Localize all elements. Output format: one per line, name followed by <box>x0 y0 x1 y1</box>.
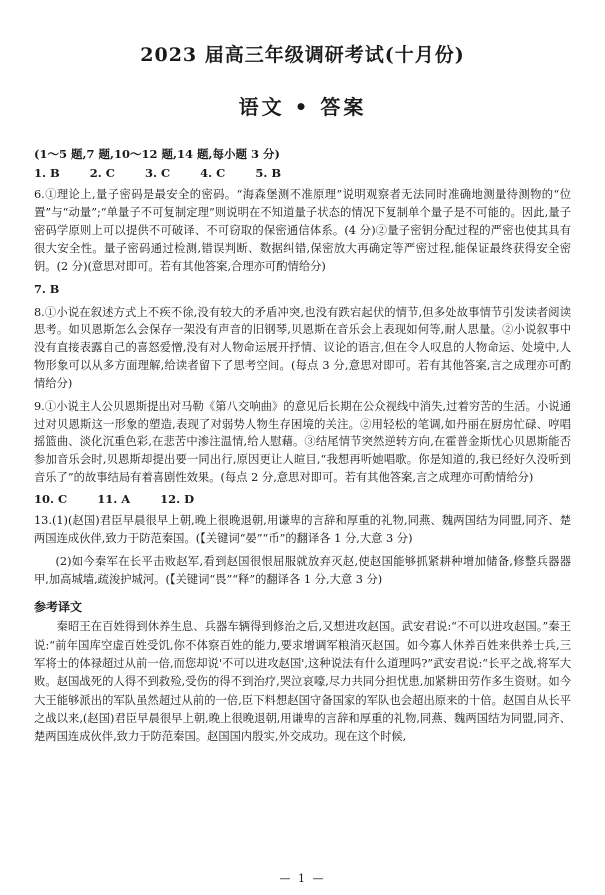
answer-item-10: 10. C <box>34 491 68 506</box>
reference-translation-paragraph: 秦昭王在百姓得到休养生息、兵器车辆得到修治之后,又想进攻赵国。武安君说:“不可以进攻赵国。”秦王说:“前年国库空虚百姓受饥,你不体察百姓的能力,要求增调军粮消灭赵国。如今寡人休养百姓来供养士兵,三军将士的体禄超过从前一倍,而您却说'不可以进攻赵国',这种说法有什么道理吗?”武安君说:“长平之战,将军大败。赵国战死的人得不到救殓,受伤的得不到治疗,哭泣哀嚎,尽力共同分担忧患,加紧耕田劳作多生资财。如今大王能够派出的军队虽然超过从前的一倍,臣下料想赵国守备国家的军队也会超出原来的十倍。赵国自从长平之战以来,(赵国)君臣早晨很早上朝,晚上很晚退朝,用谦卑的言辞和厚重的礼物,同燕、魏两国结为同盟,同齐、楚两国连成伙伴,致力于防范秦国。赵国国内殷实,外交成功。现在这个时候, <box>34 620 571 744</box>
answer-item-3: 3. C <box>144 166 171 181</box>
answer-item-2: 2. C <box>89 166 115 181</box>
answer-item-4: 4. C <box>200 166 226 181</box>
answer-item-12: 12. D <box>160 491 195 506</box>
objective-answers-row-2 <box>34 492 571 506</box>
question-9-answer: 9.①小说主人公贝恩斯提出对马勒《第八交响曲》的意见后长期在公众视线中消失,过着穷苦的生活。小说通过对贝恩斯这一形象的塑造,表现了对弱势人物生存困境的关注。②用轻松的笔调,如丹丽在厨房忙碌、哼唱摇篮曲、淡化沉重色彩,在悲苦中渗注温情,给人慰藉。③结尾情节突然逆转方向,在霍普金斯忧心贝恩斯能否参加音乐会时,贝恩斯却提出要一同出行,原因更让人暄目,“我想再听她唱歌。你是知道的,我已经好久没听到音乐了”的故事结局有着喜剧性效果。(每点 2 分,意思对即可。若有其他答案,言之成理亦可酌情给分) <box>34 399 571 485</box>
page-number: — 1 — <box>279 872 326 885</box>
objective-answers-row-1 <box>34 166 571 180</box>
objective-section-note: (1～5 题,7 题,10～12 题,14 题,每小题 3 分) <box>34 147 280 161</box>
answer-item-11: 11. A <box>97 491 131 506</box>
answer-item-1: 1. B <box>34 166 60 181</box>
question-13-part-1-answer: 13.(1)(赵国)君臣早晨很早上朝,晚上很晚退朝,用谦卑的言辞和厚重的礼物,同燕、魏两国结为同盟,同齐、楚两国连成伙伴,致力于防范秦国。(【关键词“晏”“币”的翻译各 1 分,大意 3 分) <box>34 513 571 545</box>
question-7-answer: 7. B <box>34 282 60 297</box>
question-6-answer: 6.①理论上,量子密码是最安全的密码。“海森堡测不准原理”说明观察者无法同时准确地测量待测物的“位置”与“动量”;“单量子不可复制定理”则说明在不知道量子状态的情况下复制单个量子是不可能的。因此,量子密码学原则上可以提供不可破译、不可窃取的保密通信体系。(4 分)②量子密钥分配过程的严密也使其具有很大安全性。量子密码通过检测,错误判断、数据纠错,保密放大再确定等严密过程,能保证最终获得安全密钥。(2 分)(意思对即可。若有其他答案,合理亦可酌情给分) <box>34 188 571 273</box>
page-title: 2023 届高三年级调研考试(十月份) <box>140 44 465 66</box>
answer-item-5: 5. B <box>255 166 282 181</box>
reference-translation-heading: 参考译文 <box>34 600 83 615</box>
question-13-part-2-answer: (2)如今秦军在长平击败赵军,看到赵国很恨屈服就放弃灭赵,使赵国能够抓紧耕种增加储备,修整兵器器甲,加高城墙,疏浚护城河。(【关键词“畏”“释”的翻译各 1 分,大意 3 分) <box>34 554 571 586</box>
question-8-answer: 8.①小说在叙述方式上不疾不徐,没有较大的矛盾冲突,也没有跌宕起伏的情节,但多处故事情节引发读者阅读思考。如贝恩斯怎么会保存一架没有声音的旧钢琴,贝恩斯在音乐会上表现如何等,耐人思量。②小说叙事中没有直接表露自己的喜怒爱憎,没有对人物命运展开抒情、议论的语言,但在令人叹息的人物命运、处境中,人物形象可以从多方面理解,给读者留下了思考空间。(每点 3 分,意思对即可。若有其他答案,言之成理亦可酌情给分) <box>34 305 571 390</box>
page-subtitle: 语文 • 答案 <box>238 95 367 119</box>
